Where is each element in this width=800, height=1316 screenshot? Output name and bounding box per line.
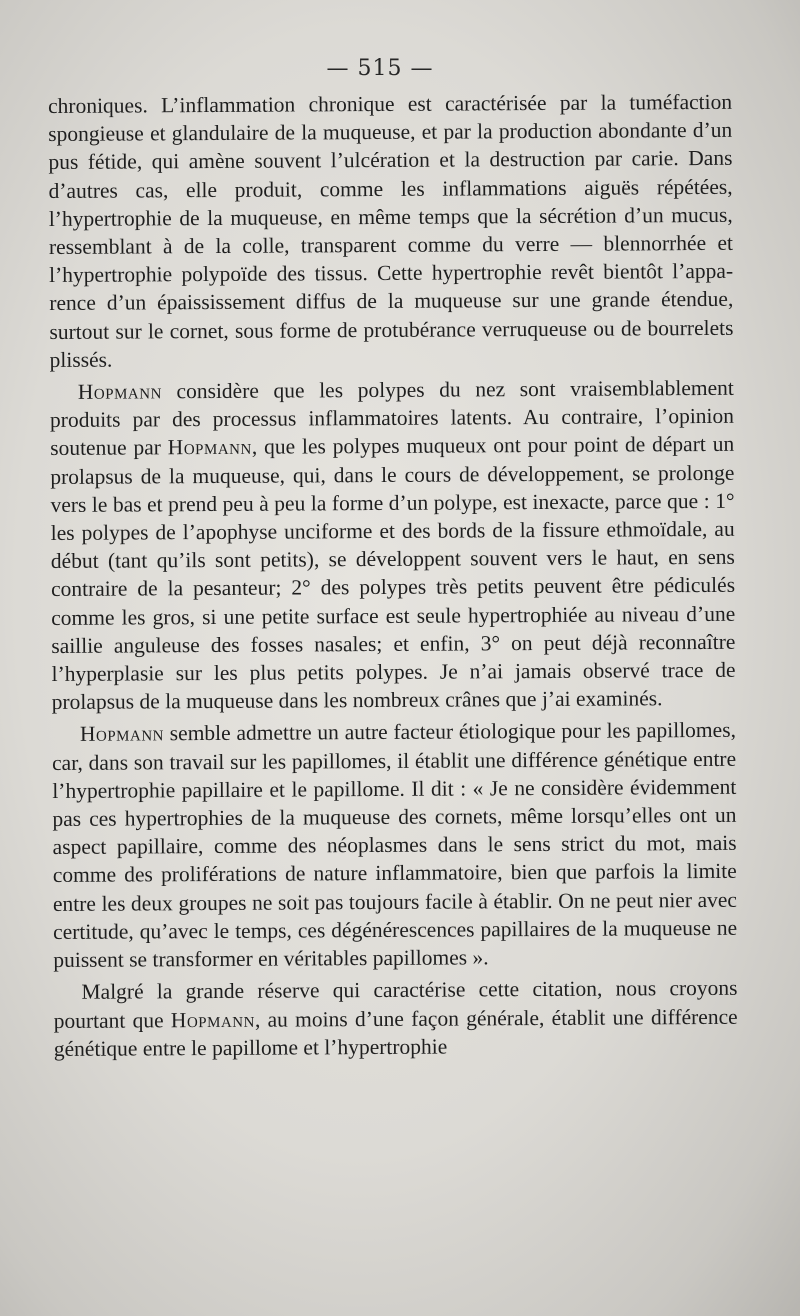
text-segment: Malgré la grande réserve qui caractérise cette citation, nous croyons pourtant que: [53, 976, 738, 1033]
text-segment: , au moins d’une façon générale, établit une différence génétique entre le papillome et l’hypertrophie: [53, 1004, 738, 1061]
text-segment: considère que les polypes du nez sont vraisemblablement produits par des processus inflammatoires latents. Au contraire, l’opinion soutenue par: [49, 375, 735, 461]
author-name: Hopmann: [170, 1007, 256, 1032]
author-name: Hopmann: [167, 435, 252, 460]
page-number: — 515 —: [326, 56, 434, 81]
paragraph: [53, 974, 738, 1063]
paragraph: [50, 374, 736, 717]
paragraph: [48, 88, 734, 374]
text-segment: semble admettre un autre facteur étiologique pour les papillomes, car, dans son travail sur les papillomes, il établit une différence génétique entre l’hypertrophie papillaire et le papillome. Il dit : « Je ne considère évidemment pas ces hypertrophies de la muqueuse des cornets, même lorsqu’elles ont un aspect papillaire, comme des néoplasmes dans le sens strict du mot, mais comme des proliférations de nature inflammatoire, bien que parfois la limite entre les deux groupes ne soit pas toujours facile à établir. On ne peut nier avec certitude, qu’avec le temps, ces dégénérescences papillaires de la muqueuse ne puissent se transformer en véritables papillomes ».: [52, 718, 738, 973]
body-text: [48, 88, 738, 1063]
author-name: Hopmann: [79, 721, 165, 747]
paragraph: [52, 716, 738, 974]
text-segment: , que les polypes muqueux ont pour point de départ un prolapsus de la muqueuse, qui, dans le cours de développement, se prolonge vers le bas et prend peu à peu la forme d’un polype, est inexacte, parce que : 1° les polypes de l’apophyse unciforme et des bords de la fissure ethmoïdale, au début (tant qu’ils sont petits), se développent souvent vers le haut, en sens contraire de la pesanteur; 2° des polypes très petits peuvent être pédiculés comme les gros, si une petite surface est seule hypertrophiée au niveau d’une saillie anguleuse des fosses nasales; et enfin, 3° on peut déjà reconnaître l’hyperplasie sur les plus petits polypes. Je n’ai jamais observé trace de prolapsus de la muqueuse dans les nombreux crânes que j’ai examinés.: [50, 432, 736, 715]
text-segment: chroniques. L’inflammation chronique est caractérisée par la tuméfaction spongieuse et glandulaire de la muqueuse, et par la production abondante d’un pus fétide, qui amène souvent l’ulcération et la destruction par carie. Dans d’autres cas, elle produit, comme les inflammations aiguës répétées, l’hypertrophie de la muqueuse, en même temps que la sécrétion d’un mucus, ressemblant à de la colle, transparent comme du verre — blennorrhée et l’hypertrophie polypoïde des tissus. Cette hypertrophie revêt bientôt l’apparence d’un épaississement diffus de la muqueuse sur une grande étendue, surtout sur le cornet, sous forme de protubérance verruqueuse ou de bourrelets plissés.: [48, 89, 734, 372]
author-name: Hopmann: [77, 379, 162, 404]
